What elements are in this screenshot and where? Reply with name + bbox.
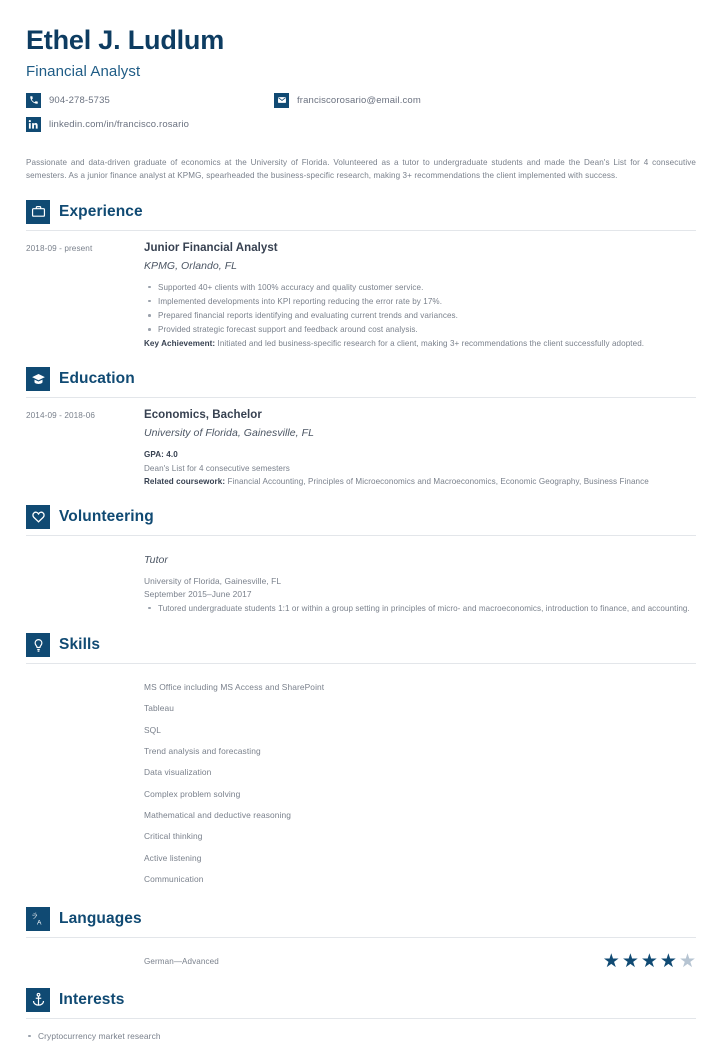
experience-entry-title: Junior Financial Analyst [144,241,278,254]
education-coursework [144,475,696,488]
section-languages [26,907,696,971]
star-icon: ★ [621,950,639,972]
education-degree: Economics, Bachelor [144,409,262,422]
lightbulb-icon [26,633,50,657]
skills-header [26,633,696,657]
svg-text:ラ: ラ [31,911,39,921]
translate-icon [26,907,50,931]
volunteering-organization: University of Florida, Gainesville, FL [144,575,282,586]
coursework-label: Related coursework: [144,476,226,486]
skills-divider [26,663,696,664]
professional-summary: Passionate and data-driven graduate of economics at the University of Florida. Volunteered as a tutor to undergraduate students and made the Dean's List for 4 consecutive semesters. As a junior finance analyst at KPMG, spearheaded the business-specific research, making 3+ recommendations the client implemented with success. [26,157,696,181]
interests-title: Interests [59,990,125,1008]
education-gpa [144,448,696,461]
list-item: Communication [144,874,204,885]
languages-title: Languages [59,909,142,927]
education-entry [26,409,696,487]
candidate-job-title: Financial Analyst [26,62,141,80]
education-header [26,367,696,391]
education-divider [26,397,696,398]
experience-entry [26,242,696,351]
volunteering-divider [26,535,696,536]
education-gpa-label: GPA: 4.0 [144,450,178,460]
list-item: SQL [144,724,162,735]
list-item: Data visualization [144,767,212,778]
phone-icon [26,93,41,108]
language-item [26,952,696,971]
list-item: Provided strategic forecast support and feedback around cost analysis. [158,323,696,336]
list-item: Complex problem solving [144,788,241,799]
graduation-cap-icon [26,367,50,391]
skills-list [26,676,696,890]
section-experience [26,200,696,351]
education-deans-list: Dean's List for 4 consecutive semesters [144,463,290,473]
star-icon: ★ [659,950,677,972]
list-item: Critical thinking [144,831,203,842]
list-item: Tutored undergraduate students 1:1 or within a group setting in principles of micro- and macroeconomics, introduction to finance, and accounting. [158,602,696,615]
anchor-icon [26,988,50,1012]
languages-header [26,907,696,931]
resume-header [26,26,696,132]
education-entry-date: 2014-09 - 2018-06 [26,411,96,421]
language-name: German—Advanced [144,956,219,966]
contact-linkedin-text: linkedin.com/in/francisco.rosario [49,118,190,130]
volunteering-entry [26,547,696,616]
section-education [26,367,696,487]
interests-list [26,1030,696,1043]
contact-details [26,93,696,132]
key-achievement-label: Key Achievement: [144,339,216,349]
volunteering-dates: September 2015–June 2017 [144,589,252,600]
contact-phone[interactable] [26,93,274,108]
languages-divider [26,937,696,938]
volunteering-entry-date [26,547,144,616]
experience-key-achievement [144,337,696,350]
list-item: Prepared financial reports identifying and evaluating current trends and variances. [158,309,696,322]
experience-title: Experience [59,202,143,220]
list-item: Active listening [144,852,202,863]
email-icon [274,93,289,108]
list-item: Trend analysis and forecasting [144,745,261,756]
language-rating [603,952,696,971]
svg-text:A: A [37,919,42,927]
volunteering-header [26,505,696,529]
volunteering-role: Tutor [144,553,168,566]
star-icon: ★ [640,950,658,972]
experience-divider [26,230,696,231]
list-item: Supported 40+ clients with 100% accuracy and quality customer service. [158,281,696,294]
section-interests [26,988,696,1043]
key-achievement-text: Initiated and led business-specific research for a client, making 3+ recommendations the client successfully adopted. [215,339,645,349]
candidate-name: Ethel J. Ludlum [26,25,225,55]
contact-linkedin[interactable] [26,117,274,132]
section-skills [26,633,696,890]
experience-bullet-list [144,281,696,336]
contact-email-text: franciscorosario@email.com [297,94,421,106]
skills-title: Skills [59,636,101,654]
contact-email[interactable] [274,93,696,108]
experience-entry-date: 2018-09 - present [26,243,93,253]
experience-entry-company: KPMG, Orlando, FL [144,259,238,272]
star-icon: ★ [678,950,696,972]
section-volunteering [26,505,696,616]
heart-icon [26,505,50,529]
briefcase-icon [26,200,50,224]
list-item: Tableau [144,703,175,714]
interests-divider [26,1018,696,1019]
coursework-text: Financial Accounting, Principles of Microeconomics and Macroeconomics, Economic Geography, Business Finance [225,476,649,486]
volunteering-title: Volunteering [59,507,154,525]
education-school: University of Florida, Gainesville, FL [144,427,314,440]
list-item: Implemented developments into KPI reporting reducing the error rate by 17%. [158,295,696,308]
list-item: Mathematical and deductive reasoning [144,810,291,821]
volunteering-bullet-list [144,602,696,615]
education-title: Education [59,370,135,388]
experience-header [26,200,696,224]
star-icon: ★ [602,950,620,972]
list-item: Cryptocurrency market research [38,1030,696,1043]
contact-phone-text: 904-278-5735 [49,94,110,106]
interests-header [26,988,696,1012]
linkedin-icon [26,117,41,132]
list-item: MS Office including MS Access and SharePoint [144,681,325,692]
